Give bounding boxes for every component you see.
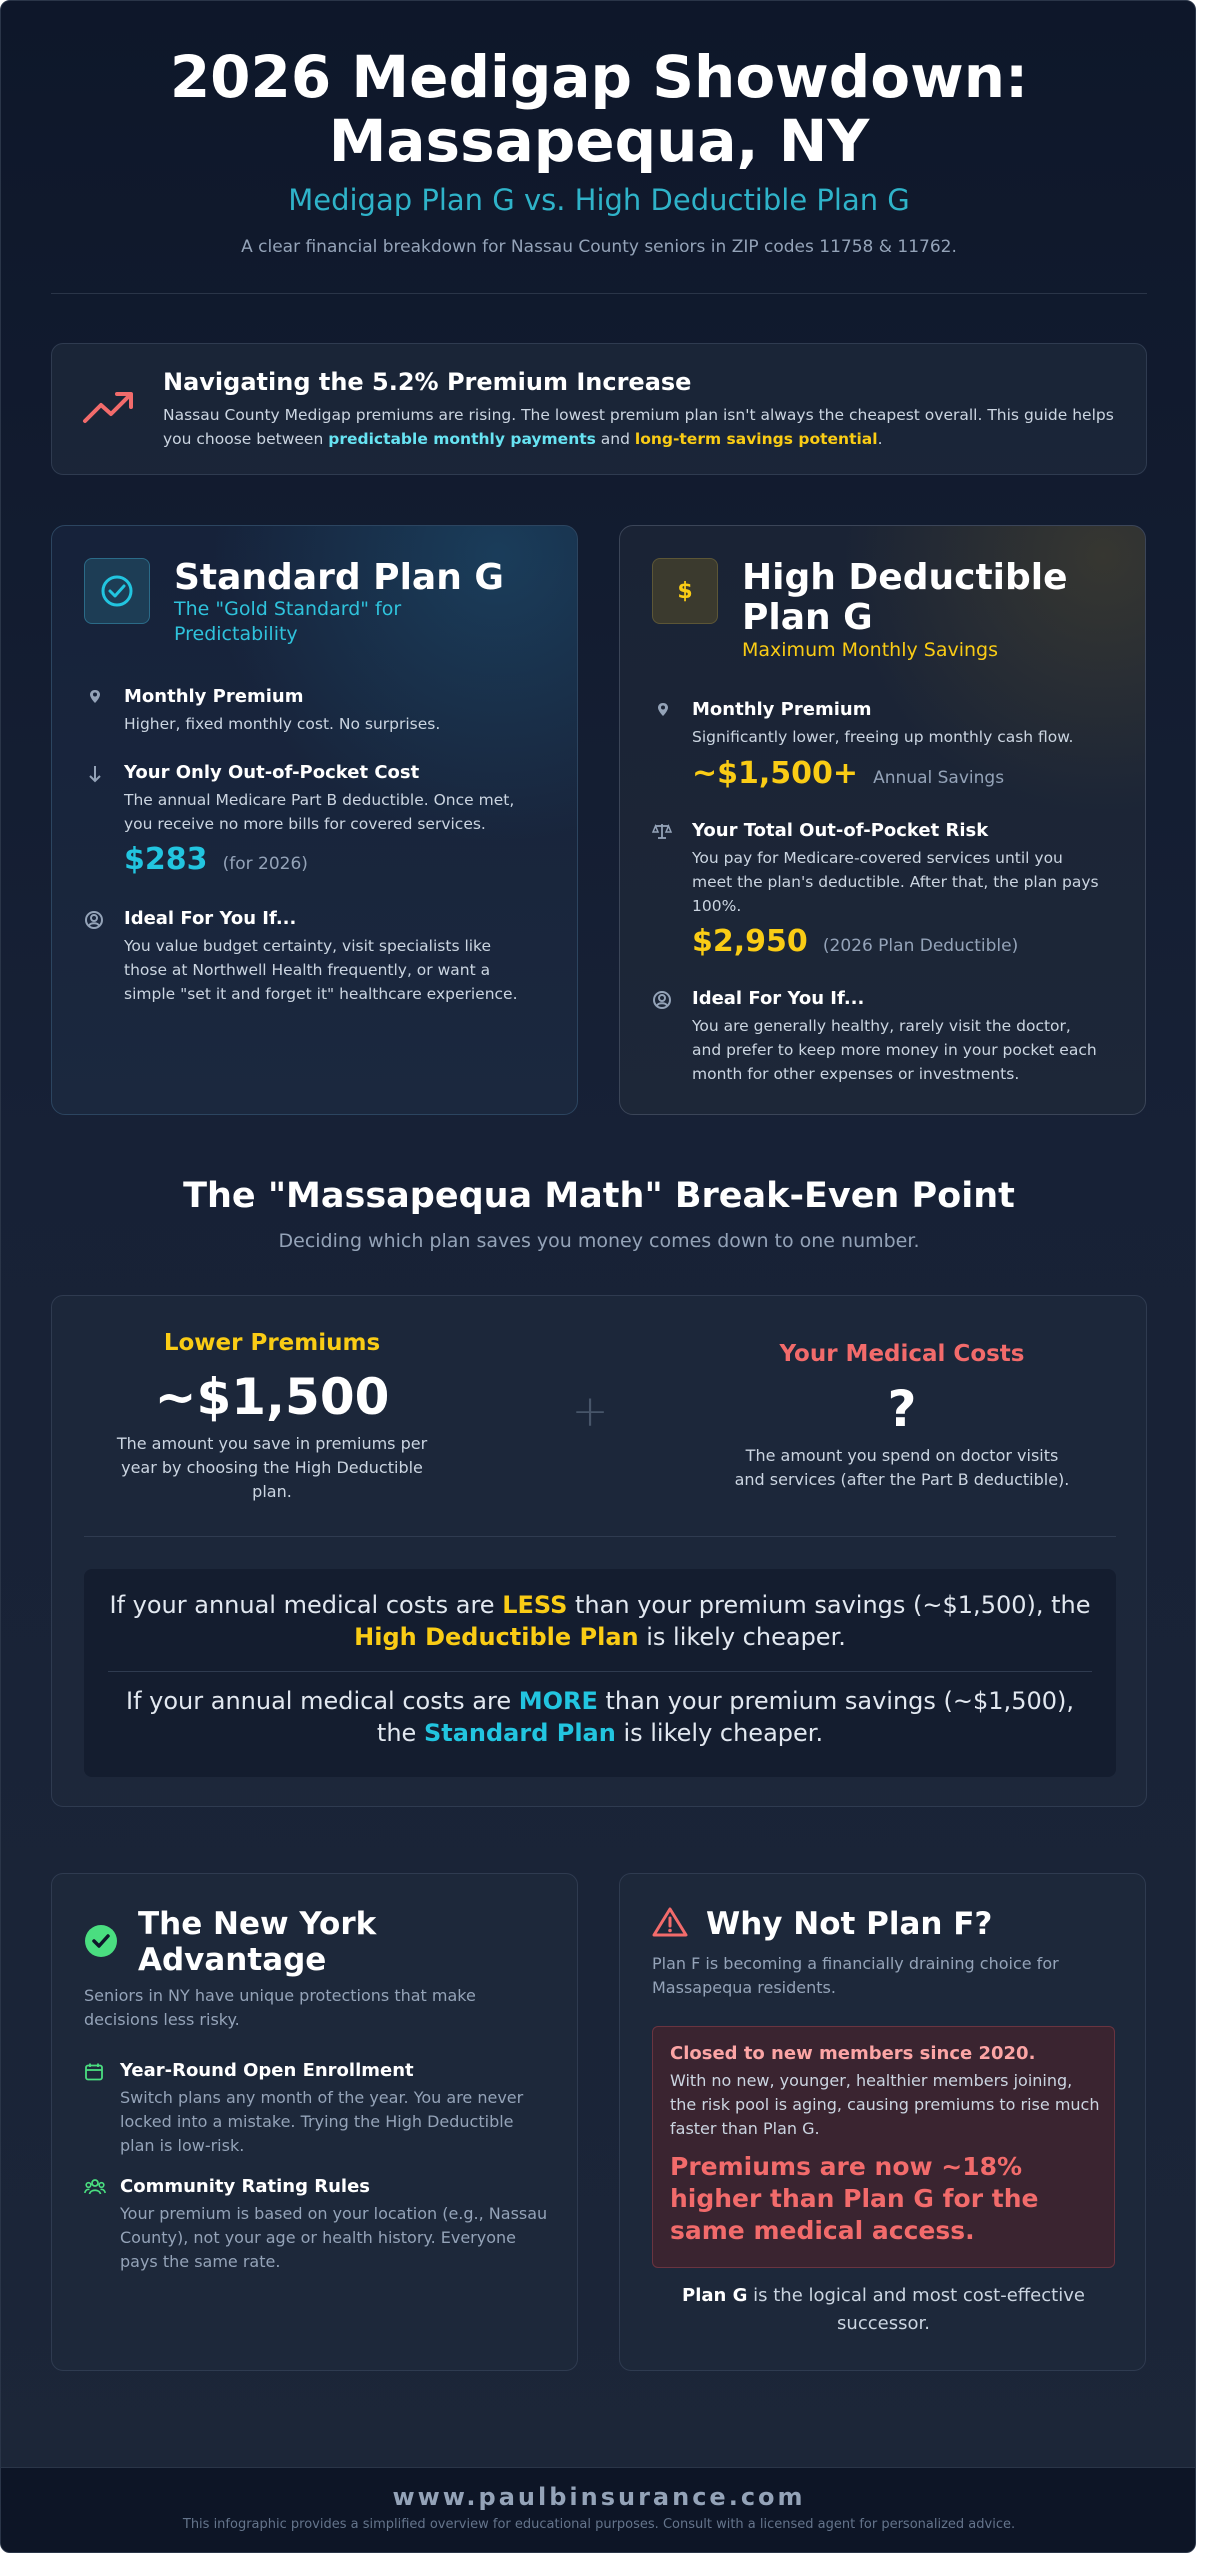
standard-oop-value: $283 <box>124 842 208 877</box>
lower-premiums-text <box>92 1432 452 1504</box>
plan-f-premium-line: higher than Plan G for the <box>670 2184 1039 2213</box>
verdict-divider <box>108 1671 1092 1672</box>
intro-text-part: . <box>877 430 883 448</box>
medical-costs-text-line: The amount you spend on doctor visits <box>745 1446 1059 1465</box>
standard-plan-name: Standard Plan G <box>174 557 504 598</box>
hd-savings-row <box>692 756 1004 791</box>
plan-f-warning-line: With no new, younger, healthier members joining, <box>670 2071 1073 2090</box>
hd-ideal-text <box>692 1014 1097 1086</box>
intro-highlight-predictable: predictable monthly payments <box>328 430 596 448</box>
plan-f-warning-title: Closed to new members since 2020. <box>670 2043 1036 2064</box>
hd-risk-text-line: 100%. <box>692 897 742 915</box>
plan-f-desc-line: Plan F is becoming a financially draining choice for <box>652 1954 1059 1973</box>
verdict-text: is likely cheaper. <box>615 1719 824 1747</box>
page-subtitle: Medigap Plan G vs. High Deductible Plan G <box>288 183 910 217</box>
plan-f-premium-line: same medical access. <box>670 2216 975 2245</box>
check-circle-icon <box>84 558 150 624</box>
ny-item2-text <box>120 2202 547 2274</box>
plan-f-warning-line: faster than Plan G. <box>670 2119 820 2138</box>
standard-oop-text-line: you receive no more bills for covered services. <box>124 815 486 833</box>
medical-costs-text-line: and services (after the Part B deductible). <box>734 1470 1070 1489</box>
footer-url[interactable]: www.paulbinsurance.com <box>392 2483 806 2511</box>
title-line-2: Massapequa, NY <box>328 107 870 175</box>
standard-ideal-title: Ideal For You If... <box>124 908 297 929</box>
pin-icon <box>653 702 673 723</box>
hd-risk-text <box>692 846 1099 918</box>
break-even-divider <box>84 1536 1116 1537</box>
standard-monthly-title: Monthly Premium <box>124 686 304 707</box>
hd-savings-value: ~$1,500+ <box>692 756 859 791</box>
hd-risk-text-line: You pay for Medicare-covered services until you <box>692 849 1063 867</box>
verdict-text: than your premium savings (~$1,500), <box>597 1687 1074 1715</box>
hd-savings-note: Annual Savings <box>873 768 1005 788</box>
standard-oop-text-line: The annual Medicare Part B deductible. Once met, <box>124 791 515 809</box>
scale-icon <box>652 822 672 845</box>
lower-premiums-text-line: The amount you save in premiums per <box>116 1434 428 1453</box>
medical-costs-value: ? <box>887 1380 917 1438</box>
hd-ideal-text-line: month for other expenses or investments. <box>692 1065 1020 1083</box>
hd-risk-text-line: meet the plan's deductible. After that, the plan pays <box>692 873 1099 891</box>
ny-item2-title: Community Rating Rules <box>120 2176 371 2197</box>
plan-g-successor-line-1 <box>620 2282 1147 2310</box>
hd-risk-note: (2026 Plan Deductible) <box>822 936 1019 956</box>
lower-premiums-text-line: plan. <box>252 1482 292 1501</box>
intro-title: Navigating the 5.2% Premium Increase <box>163 368 692 396</box>
ny-advantage-title <box>138 1906 376 1978</box>
verdict-more-keyword: MORE <box>518 1687 598 1715</box>
hd-monthly-text: Significantly lower, freeing up monthly cash flow. <box>692 728 1074 746</box>
ny-desc-line: decisions less risky. <box>84 2010 240 2029</box>
hd-ideal-title: Ideal For You If... <box>692 988 865 1009</box>
ny-title-line: The New York <box>138 1906 377 1942</box>
standard-plan-tag <box>174 597 401 647</box>
ny-item2-text-line: County), not your age or health history. Everyone <box>120 2228 516 2247</box>
medical-costs-heading: Your Medical Costs <box>779 1341 1025 1367</box>
ny-item1-text-line: Switch plans any month of the year. You are never <box>120 2088 524 2107</box>
verdict-more-line-2 <box>84 1717 1116 1749</box>
pin-icon <box>85 689 105 710</box>
verdict-text: the <box>376 1719 424 1747</box>
ny-item2-text-line: pays the same rate. <box>120 2252 281 2271</box>
check-circle-icon <box>84 1924 118 1962</box>
hd-plan-name-line: Plan G <box>742 597 873 638</box>
dollar-icon: $ <box>652 558 718 624</box>
plan-g-successor-line-2: successor. <box>837 2313 930 2334</box>
standard-oop-text <box>124 788 514 836</box>
hd-monthly-title: Monthly Premium <box>692 699 872 720</box>
verdict-text: than your premium savings (~$1,500), the <box>567 1591 1091 1619</box>
hd-plan-name <box>742 558 1068 638</box>
plan-g-successor-text: is the logical and most cost-effective <box>747 2285 1085 2306</box>
hd-risk-value-row <box>692 924 1018 959</box>
ny-item2-text-line: Your premium is based on your location (e.g., Nassau <box>120 2204 548 2223</box>
standard-ideal-text-line: simple "set it and forget it" healthcare experience. <box>124 985 518 1003</box>
user-circle-icon <box>652 990 672 1015</box>
plan-f-warning-line: the risk pool is aging, causing premiums to rise much <box>670 2095 1100 2114</box>
intro-highlight-savings: long-term savings potential <box>634 430 878 448</box>
standard-oop-value-row <box>124 842 308 877</box>
hd-plan-tag: Maximum Monthly Savings <box>742 639 998 661</box>
break-even-card <box>51 1295 1147 1807</box>
standard-oop-note: (for 2026) <box>222 854 308 874</box>
title-line-1: 2026 Medigap Showdown: <box>169 43 1029 111</box>
arrow-down-icon <box>85 764 105 789</box>
plan-f-premium-warning <box>670 2151 1038 2247</box>
standard-ideal-text-line: those at Northwell Health frequently, or want a <box>124 961 491 979</box>
verdict-less <box>84 1589 1116 1653</box>
verdict-text: If your annual medical costs are <box>126 1687 519 1715</box>
medical-costs-text <box>702 1444 1102 1492</box>
verdict-less-keyword: LESS <box>502 1591 568 1619</box>
intro-card <box>51 343 1147 475</box>
standard-ideal-text <box>124 934 518 1006</box>
lower-premiums-text-line: year by choosing the High Deductible <box>121 1458 423 1477</box>
hd-risk-title: Your Total Out-of-Pocket Risk <box>692 820 989 841</box>
ny-title-line: Advantage <box>138 1942 327 1978</box>
ny-advantage-desc <box>84 1984 476 2032</box>
intro-text-part: Nassau County Medigap premiums are rising. The lowest premium plan isn't always the cheapest overall. This guide helps you choose between <box>163 406 1114 448</box>
hd-risk-value: $2,950 <box>692 924 808 959</box>
plan-f-warning-box <box>652 2026 1115 2268</box>
intro-text <box>163 403 1123 451</box>
ny-item1-text <box>120 2086 523 2158</box>
plan-f-warning-text <box>670 2069 1099 2141</box>
hd-plan-card <box>619 525 1146 1115</box>
plan-f-desc <box>652 1952 1059 2000</box>
page-tagline: A clear financial breakdown for Nassau County seniors in ZIP codes 11758 & 11762. <box>241 237 957 257</box>
intro-text-part: and <box>595 430 635 448</box>
trending-up-icon <box>82 388 136 426</box>
verdict-box <box>84 1569 1116 1777</box>
page-title <box>1 45 1196 173</box>
plan-f-title: Why Not Plan F? <box>706 1906 993 1942</box>
standard-plan-tag-line: The "Gold Standard" for <box>174 598 402 620</box>
verdict-hd-plan: High Deductible Plan <box>354 1623 639 1651</box>
user-circle-icon <box>84 910 104 935</box>
verdict-less-line-2 <box>84 1621 1116 1653</box>
standard-plan-card <box>51 525 578 1115</box>
standard-oop-title: Your Only Out-of-Pocket Cost <box>124 762 420 783</box>
footer-disclaimer: This infographic provides a simplified overview for educational purposes. Consult with a licensed agent for personalized advice. <box>182 2517 1016 2532</box>
verdict-less-line-1 <box>84 1589 1116 1621</box>
break-even-title: The "Massapequa Math" Break-Even Point <box>183 1176 1015 1216</box>
standard-monthly-text: Higher, fixed monthly cost. No surprises. <box>124 715 441 733</box>
ny-item1-title: Year-Round Open Enrollment <box>120 2060 414 2081</box>
verdict-more <box>84 1685 1116 1749</box>
standard-plan-tag-line: Predictability <box>174 623 298 645</box>
hd-plan-name-line: High Deductible <box>742 557 1068 598</box>
lower-premiums-heading: Lower Premiums <box>163 1330 381 1356</box>
standard-ideal-text-line: You value budget certainty, visit specialists like <box>124 937 492 955</box>
calendar-icon <box>84 2062 104 2086</box>
verdict-text: is likely cheaper. <box>638 1623 846 1651</box>
plan-g-successor <box>620 2282 1147 2338</box>
verdict-standard-plan: Standard Plan <box>423 1719 616 1747</box>
plan-g-bold: Plan G <box>682 2285 748 2306</box>
plan-f-card <box>619 1873 1146 2371</box>
header-divider <box>51 293 1147 294</box>
warning-icon <box>652 1906 688 1942</box>
community-icon <box>84 2178 106 2200</box>
ny-item1-text-line: plan is low-risk. <box>120 2136 245 2155</box>
lower-premiums-value: ~$1,500 <box>154 1368 390 1426</box>
verdict-more-line-1 <box>84 1685 1116 1717</box>
plus-icon: + <box>571 1386 609 1437</box>
hd-ideal-text-line: You are generally healthy, rarely visit the doctor, <box>692 1017 1071 1035</box>
plan-f-desc-line: Massapequa residents. <box>652 1978 836 1997</box>
ny-desc-line: Seniors in NY have unique protections that make <box>84 1986 476 2005</box>
ny-advantage-card <box>51 1873 578 2371</box>
break-even-subtitle: Deciding which plan saves you money comes down to one number. <box>278 1230 920 1252</box>
hd-ideal-text-line: and prefer to keep more money in your pocket each <box>692 1041 1097 1059</box>
ny-item1-text-line: locked into a mistake. Trying the High Deductible <box>120 2112 514 2131</box>
plan-f-premium-line: Premiums are now ~18% <box>670 2152 1023 2181</box>
verdict-text: If your annual medical costs are <box>109 1591 503 1619</box>
